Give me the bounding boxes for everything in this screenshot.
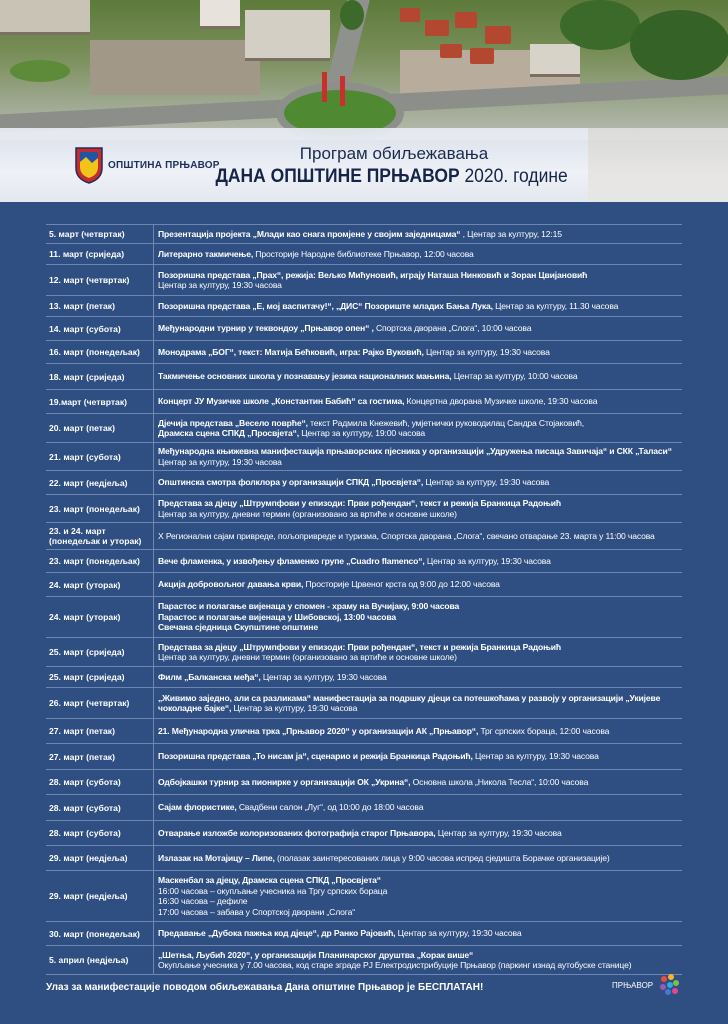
event-date: 18. март (сриједа) <box>49 371 125 382</box>
event-line <box>158 579 678 590</box>
event-description <box>153 846 682 870</box>
schedule-table <box>46 224 682 975</box>
aerial-photo <box>0 0 728 140</box>
event-line <box>158 477 678 488</box>
event-description <box>153 265 682 295</box>
free-entry-note: Улаз за манифестације поводом обиљежавања Дана општине Прњавор је БЕСПЛАТАН! <box>46 982 484 993</box>
schedule-row <box>46 870 682 921</box>
event-title: Отварање изложбе колоризованих фотографија старог Прњавора, <box>158 827 436 838</box>
event-line <box>158 777 678 788</box>
event-details: Центар за културу, 19:30 часова <box>424 555 551 566</box>
event-date: 23. март (понедељак) <box>49 503 140 514</box>
event-line <box>158 622 678 633</box>
event-date: 22. март (недјеља) <box>49 477 128 488</box>
title-line-2 <box>29 166 699 188</box>
event-title: Међународна књижевна манифестација прњаворских пјесника у организацији „Удружења писаца Завичаја“ и СКК „Таласи“ <box>158 446 672 456</box>
event-description <box>153 597 682 637</box>
event-title: Свечана сједница Скупштине општине <box>158 622 318 633</box>
event-date: 25. март (сриједа) <box>49 672 125 682</box>
schedule-row <box>46 470 682 494</box>
event-line <box>158 249 678 260</box>
event-date: 24. март (уторак) <box>49 579 121 590</box>
event-line <box>158 601 678 612</box>
event-date: 5. март (четвртак) <box>49 229 125 239</box>
event-line <box>158 802 678 813</box>
event-details: Свадбени салон „Луг“, од 10:00 до 18:00 часова <box>236 802 424 813</box>
event-date: 16. март (понедељак) <box>49 347 140 357</box>
schedule-row <box>46 794 682 820</box>
event-line <box>158 270 678 281</box>
event-date: 21. март (субота) <box>49 451 121 462</box>
event-title: Сајам флористике, <box>158 802 237 813</box>
event-date: 14. март (субота) <box>49 323 121 334</box>
event-details: Просторије Народне библиотеке Прњавор, 12:00 часова <box>253 248 474 259</box>
event-title: Општинска смотра фолклора у организацији СПКД „Просвјета“, <box>158 477 424 488</box>
event-title: Акција добровољног давања крви, <box>158 579 304 590</box>
event-line <box>158 853 678 864</box>
event-line <box>158 612 678 623</box>
schedule-row <box>46 389 682 413</box>
event-details: Центар за културу, 19:30 часова <box>423 477 550 488</box>
municipality-name: ОПШТИНА ПРЊАВОР <box>108 160 220 171</box>
event-date: 13. март (петак) <box>49 301 115 311</box>
event-description <box>153 667 682 687</box>
event-date: 20. март (петак) <box>49 423 115 433</box>
event-title: Представа за дјецу „Штрумпфови у епизоди: Први рођендан“, текст и режија Бранкица Радоњић <box>158 498 562 508</box>
schedule-row <box>46 243 682 264</box>
event-title: Драмска сцена СПКД „Просвјета“, <box>158 428 299 438</box>
event-title: Презентација пројекта „Млади као снага промјене у својим заједницама“ <box>158 228 461 239</box>
event-details: Центар за културу, дневни термин (организовано за вртиће и основне школе) <box>158 508 457 519</box>
event-title: Парастос и полагање вијенаца у Шибовској, 13:00 часова <box>158 611 396 622</box>
event-details: Центар за културу, 19:30 часова <box>158 280 282 290</box>
event-line <box>158 726 678 737</box>
event-line <box>158 509 678 520</box>
event-details: (полазак заинтересованих лица у 9:00 часова испред сједишта Борачке организације) <box>274 852 610 863</box>
event-description <box>153 550 682 572</box>
event-description <box>153 414 682 442</box>
event-details: текст Радмила Кнежевић, умјетнички руководилац Сандра Стојаковић, <box>307 417 584 428</box>
event-line <box>158 371 678 382</box>
title-year: 2020. године <box>459 166 568 187</box>
event-title: Вече фламенка, у извођењу фламенко групе „Cuadro flamenco“, <box>158 555 425 566</box>
event-line <box>158 875 678 886</box>
schedule-row <box>46 921 682 945</box>
event-title: Парастос и полагање вијенаца у спомен - храму на Вучијаку, 9:00 часова <box>158 601 460 612</box>
event-details: Центар за културу, 19:00 часова <box>298 428 426 438</box>
event-title: Позоришна представа „То нисам ја“, сценарио и режија Бранкица Радоњић, <box>158 751 473 762</box>
schedule-row <box>46 224 682 243</box>
event-title: чоколадне бајке“, <box>158 703 232 713</box>
schedule-row <box>46 442 682 470</box>
schedule-row <box>46 769 682 794</box>
schedule-row <box>46 549 682 572</box>
event-date: 30. март (понедељак) <box>49 928 140 939</box>
event-description <box>153 244 682 264</box>
schedule-row <box>46 637 682 666</box>
schedule-row <box>46 743 682 769</box>
event-description <box>153 443 682 470</box>
event-description <box>153 871 682 921</box>
event-date: 28. март (субота) <box>49 828 121 838</box>
event-details: Окупљање учесника у 7.00 часова, код старе зграде РЈ Електродистрибуције Прњавор (паркинг изнад аутобуске станице) <box>158 960 632 970</box>
event-description <box>153 744 682 769</box>
event-details: 16:00 часова – окупљање учесника на Тргу српских бораца <box>158 885 388 896</box>
event-title: „Шетња, Љубић 2020“, у организацији Планинарског друштва „Корак више“ <box>158 949 474 960</box>
event-line <box>158 950 678 961</box>
logo-dots-icon <box>656 972 682 998</box>
event-details: Концертна дворана Музичке школе, 19:30 часова <box>404 396 598 407</box>
event-description <box>153 922 682 945</box>
event-details: X Регионални сајам привреде, пољопривреде и туризма, Спортска дворана „Слога“, свечано отварање 23. марта у 11:00 часова <box>158 530 655 541</box>
event-line <box>158 652 678 663</box>
event-details: Спортска дворана „Слога“, 10:00 часова <box>373 323 532 334</box>
event-details: Центар за културу, 19:30 часова <box>395 928 522 939</box>
event-title: Дјечија представа „Весело поврће“, <box>158 417 308 428</box>
event-details: , Центар за културу, 12:15 <box>460 228 562 239</box>
event-details: Просторије Црвеног крста од 9:00 до 12:00 часова <box>303 579 500 590</box>
event-line <box>158 828 678 839</box>
event-details: Центар за културу, 11.30 часова <box>492 300 619 311</box>
event-description <box>153 390 682 413</box>
event-line <box>158 693 678 704</box>
event-title: Маскенбал за дјецу, Драмска сцена СПКД „Просвјета“ <box>158 875 381 885</box>
event-description <box>153 795 682 820</box>
event-details: 17:00 часова – забава у Спортској дворани „Слога“ <box>158 906 355 917</box>
event-description <box>153 946 682 974</box>
schedule-row <box>46 596 682 637</box>
schedule-row <box>46 666 682 687</box>
event-description <box>153 770 682 794</box>
event-date: 19.март (четвртак) <box>49 396 127 407</box>
event-line <box>158 428 678 439</box>
event-date: 28. март (субота) <box>49 777 121 787</box>
event-title: Концерт ЈУ Музичке школе „Константин Бабић“ са гостима, <box>158 396 405 407</box>
event-description <box>153 719 682 743</box>
event-title: Међународни турнир у теквондоу „Прњавор опен“ , <box>158 323 374 334</box>
event-details: Центар за културу, 19:30 часова <box>231 703 358 713</box>
event-date: 12. март (четвртак) <box>49 275 130 285</box>
event-description <box>153 573 682 596</box>
event-title: Позоришна представа „Прах“, режија: Вељко Мићуновић, играју Наташа Нинковић и Зоран Цвијановић <box>158 269 588 280</box>
event-details: Центар за културу, 19:30 часова <box>435 827 562 838</box>
event-title: Филм „Балканска међа“, <box>158 671 261 682</box>
event-details: Центар за културу, 19:30 часова <box>472 751 599 762</box>
event-line <box>158 323 678 334</box>
event-line <box>158 642 678 653</box>
event-description <box>153 296 682 316</box>
schedule-row <box>46 945 682 975</box>
schedule-row <box>46 264 682 295</box>
schedule-row <box>46 363 682 389</box>
event-line <box>158 418 678 429</box>
event-description <box>153 688 682 718</box>
event-date: 29. март (недјеља) <box>49 853 128 863</box>
event-line <box>158 531 678 542</box>
event-date: 28. март (субота) <box>49 802 121 813</box>
event-line <box>158 498 678 509</box>
event-title: Представа за дјецу „Штрумпфови у епизоди: Први рођендан“, текст и режија Бранкица Радоњић <box>158 641 562 652</box>
event-date: 24. март (уторак) <box>49 612 121 622</box>
event-details: Центар за културу, 19:30 часова <box>158 456 282 467</box>
event-date: 23. март (понедељак) <box>49 556 140 566</box>
logo-word: ПРЊАВОР <box>612 981 654 990</box>
event-details: Центар за културу, 10:00 часова <box>451 371 578 382</box>
schedule-row <box>46 845 682 870</box>
schedule-row <box>46 687 682 718</box>
event-date: 5. април (недјеља) <box>49 955 129 965</box>
event-details: Центар за културу, 19:30 часова <box>260 671 387 682</box>
event-description <box>153 225 682 243</box>
event-title: Литерарно такмичење, <box>158 248 254 259</box>
event-line <box>158 928 678 939</box>
event-line <box>158 751 678 762</box>
schedule-row <box>46 340 682 363</box>
event-details: 16:30 часова – дефиле <box>158 896 248 906</box>
event-line <box>158 672 678 683</box>
event-title: Позоришна представа „Е, мој васпитачу!“, „ДИС“ Позориште младих Бања Лука, <box>158 300 493 311</box>
event-title: Предавање „Дубока пажња код дјеце“, др Ранко Рајовић, <box>158 928 396 939</box>
event-title: Одбојкашки турнир за пионирке у организацији ОК „Укрина“, <box>158 776 411 787</box>
event-description <box>153 821 682 845</box>
municipality-logo <box>612 972 702 998</box>
event-line <box>158 960 678 971</box>
event-line <box>158 457 678 468</box>
event-line <box>158 229 678 240</box>
event-title: „Живимо заједно, али са разликама“ манифестација за подршку дјеци са потешкоћама у развоју у организацији „Укијеве <box>158 692 661 703</box>
event-date: 11. март (сриједа) <box>49 249 125 259</box>
event-date: 29. март (недјеља) <box>49 891 128 901</box>
event-title: Излазак на Мотајицу – Липе, <box>158 852 275 863</box>
event-description <box>153 317 682 340</box>
event-description <box>153 638 682 666</box>
schedule-row <box>46 413 682 442</box>
event-date: 27. март (петак) <box>49 751 115 762</box>
event-line <box>158 556 678 567</box>
event-description <box>153 523 682 549</box>
event-line <box>158 886 678 897</box>
event-date: 25. март (сриједа) <box>49 647 125 657</box>
event-description <box>153 495 682 522</box>
event-date: 26. март (четвртак) <box>49 698 130 708</box>
event-title: Монодрама „БОГ“, текст: Матија Бећковић, игра: Рајко Вуковић, <box>158 346 424 357</box>
schedule-row <box>46 494 682 522</box>
event-line <box>158 396 678 407</box>
schedule-row <box>46 820 682 845</box>
title-line-1: Програм обиљежавања <box>299 144 489 163</box>
schedule-row <box>46 572 682 596</box>
event-title: Такмичење основних школа у познавању језика националних мањина, <box>158 371 452 382</box>
event-line <box>158 703 678 714</box>
event-details: Центар за културу, 19:30 часова <box>423 346 550 357</box>
event-line <box>158 446 678 457</box>
schedule-row <box>46 295 682 316</box>
event-line <box>158 347 678 358</box>
event-details: Основна школа „Никола Тесла“, 10:00 часова <box>410 776 589 787</box>
title-bold: ДАНА ОПШТИНЕ ПРЊАВОР <box>215 166 460 187</box>
event-description <box>153 471 682 494</box>
event-line <box>158 301 678 312</box>
event-date: 27. март (петак) <box>49 726 115 736</box>
schedule-row <box>46 522 682 549</box>
event-description <box>153 341 682 363</box>
event-details: Трг српских бораца, 12:00 часова <box>478 725 610 736</box>
event-line <box>158 280 678 291</box>
event-line <box>158 896 678 907</box>
event-details: Центар за културу, дневни термин (организовано за вртиће и основне школе) <box>158 652 457 662</box>
schedule-row <box>46 718 682 743</box>
event-date: 23. и 24. март (понедељак и уторак) <box>49 526 142 546</box>
event-title: 21. Међународна улична трка „Прњавор 2020“ у организацији АК „Прњавор“, <box>158 725 479 736</box>
event-line <box>158 907 678 918</box>
schedule-row <box>46 316 682 340</box>
event-description <box>153 364 682 389</box>
